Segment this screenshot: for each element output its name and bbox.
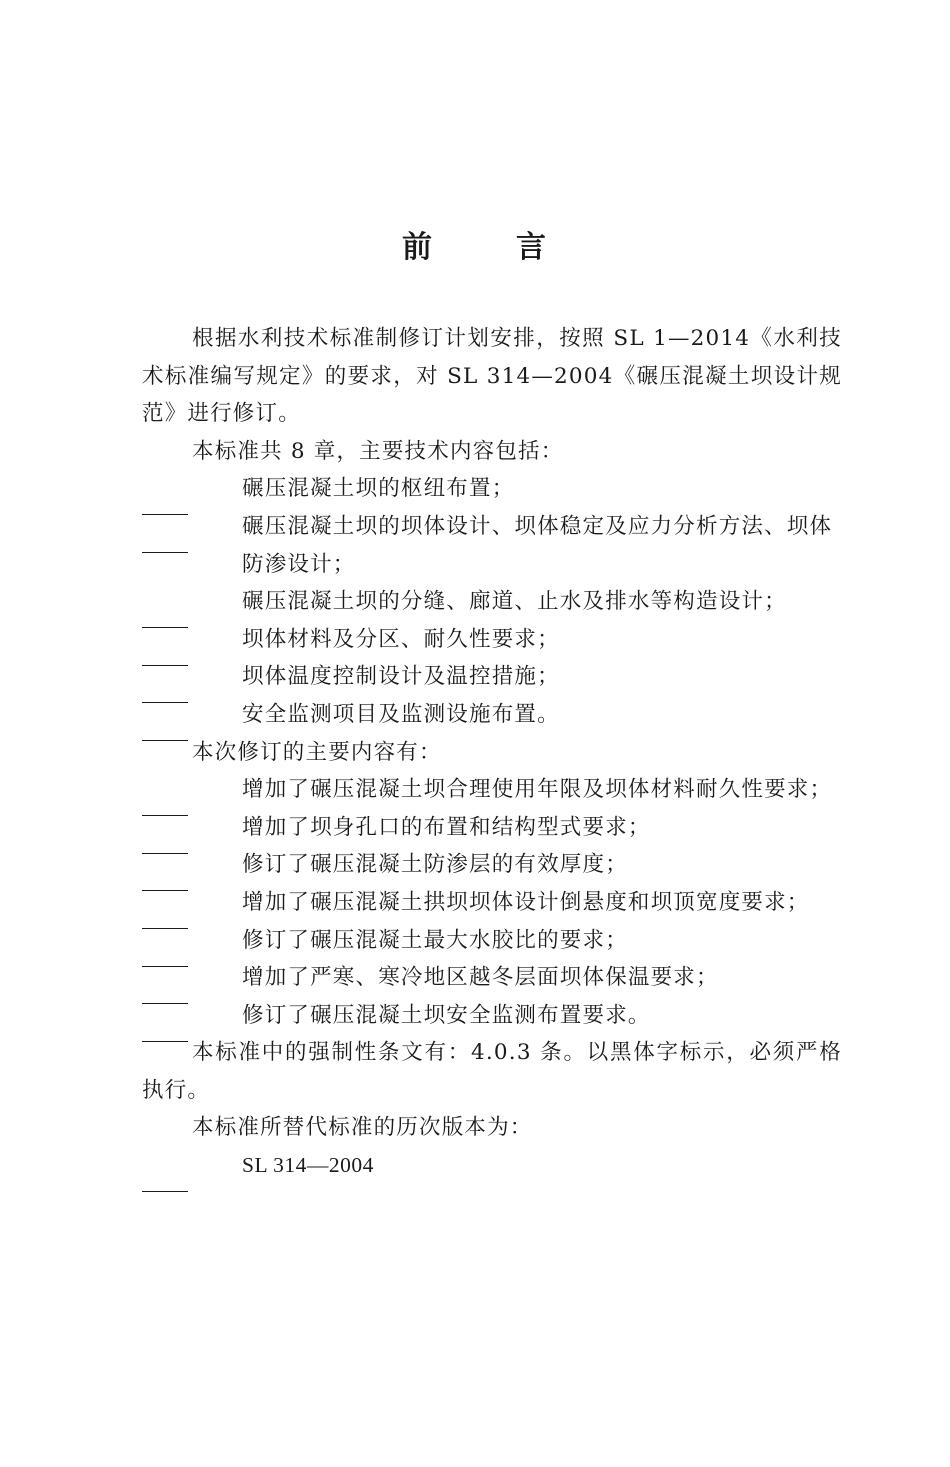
list-item: 增加了严寒、寒冷地区越冬层面坝体保温要求；: [242, 965, 719, 991]
list-item: 坝体材料及分区、耐久性要求；: [242, 626, 560, 652]
history-intro: 本标准所替代标准的历次版本为：: [192, 1115, 533, 1141]
list-item: 修订了碾压混凝土坝安全监测布置要求。: [242, 1002, 651, 1028]
list-item: 修订了碾压混凝土防渗层的有效厚度；: [242, 852, 628, 878]
list-item: 碾压混凝土坝的分缝、廊道、止水及排水等构造设计；: [242, 589, 787, 615]
list-item: 碾压混凝土坝的坝体设计、坝体稳定及应力分析方法、坝体防渗设计；: [242, 513, 833, 577]
chapters-intro: 本标准共 8 章，主要技术内容包括：: [192, 438, 564, 464]
title-char-2: 言: [516, 230, 548, 265]
chapters-list: [142, 470, 842, 733]
revisions-intro: 本次修订的主要内容有：: [192, 739, 442, 765]
list-item: 增加了碾压混凝土坝合理使用年限及坝体材料耐久性要求；: [242, 777, 833, 803]
intro-paragraph: 根据水利技术标准制修订计划安排，按照 SL 1—2014《水利技术标准编写规定》的要求，对 SL 314—2004《碾压混凝土坝设计规范》进行修订。: [142, 326, 842, 427]
list-item: 增加了坝身孔口的布置和结构型式要求；: [242, 814, 651, 840]
mandatory-clause-paragraph: 本标准中的强制性条文有：4.0.3 条。以黑体字标示，必须严格执行。: [142, 1040, 842, 1103]
list-item: 增加了碾压混凝土拱坝坝体设计倒悬度和坝顶宽度要求；: [242, 889, 810, 915]
title-char-1: 前: [402, 230, 434, 265]
page-title: [0, 222, 950, 266]
list-item: 坝体温度控制设计及温控措施；: [242, 664, 560, 690]
history-item: SL 314—2004: [242, 1153, 374, 1178]
list-item: 修订了碾压混凝土最大水胶比的要求；: [242, 927, 628, 953]
list-item: 碾压混凝土坝的枢纽布置；: [242, 476, 515, 502]
list-item: 安全监测项目及监测设施布置。: [242, 701, 560, 727]
preface-body: [142, 320, 842, 1185]
revisions-list: [142, 771, 842, 1034]
